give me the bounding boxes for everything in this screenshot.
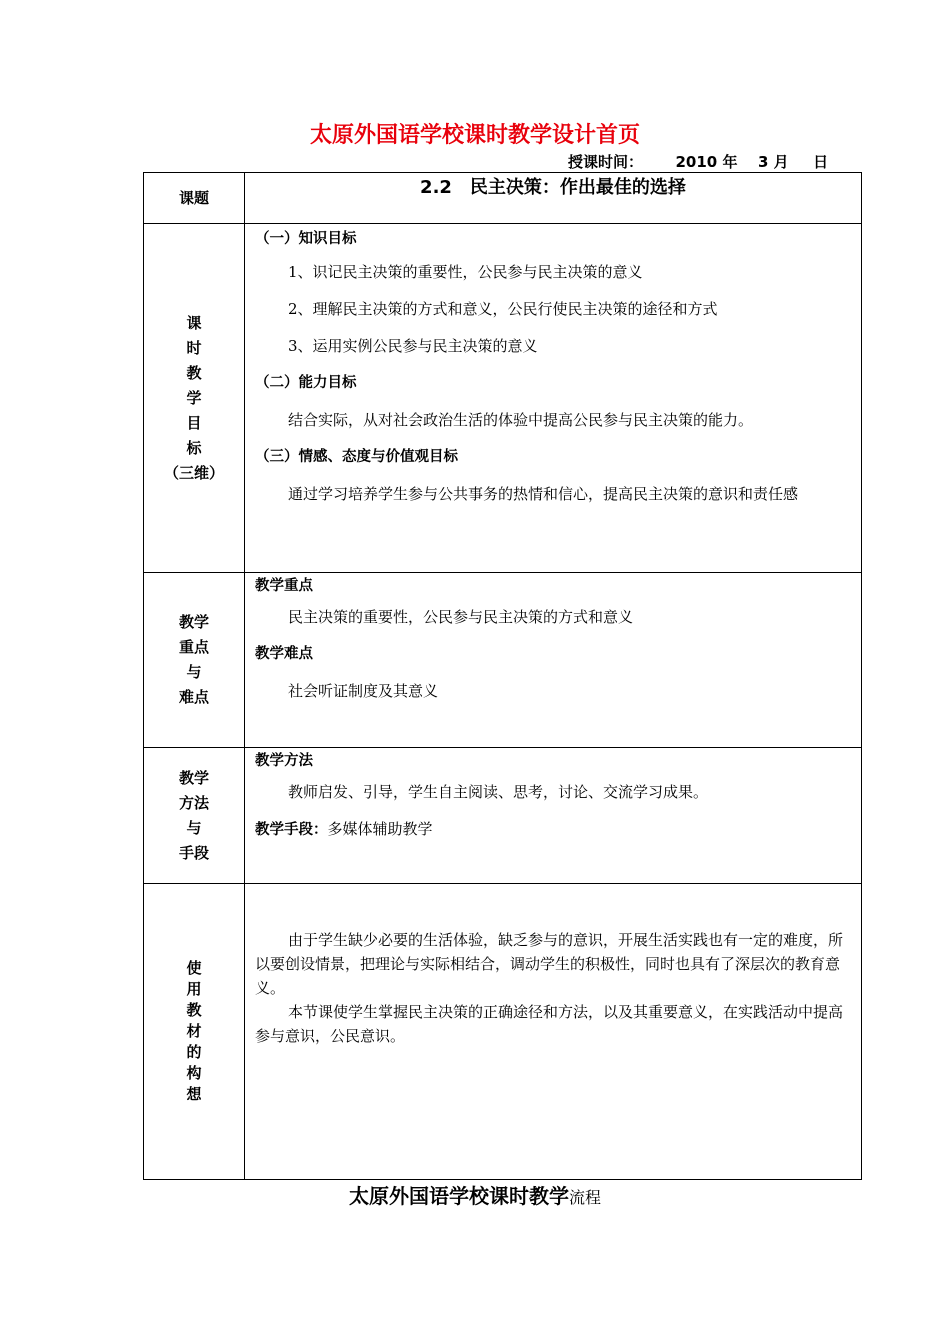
key-title: 教学重点	[255, 578, 313, 594]
methods-cell	[245, 748, 862, 884]
ability-title: （二）能力目标	[255, 375, 357, 391]
label-char: 方法	[178, 793, 209, 812]
knowledge-item: 3、运用实例公民参与民主决策的意义	[288, 337, 538, 355]
concept-paragraph-2: 本节课使学生掌握民主决策的正确途径和方法，以及其重要意义，在实践活动中提高参与意识，公民意识。	[255, 1003, 844, 1045]
topic-cell	[245, 173, 862, 224]
lesson-design-table	[143, 172, 862, 1180]
topic-value: 2.2 民主决策：作出最佳的选择	[420, 177, 686, 198]
label-char: 与	[186, 818, 202, 837]
means-title: 教学手段：	[255, 822, 328, 838]
label-char: 教学	[178, 768, 209, 787]
label-char: 学	[186, 388, 202, 407]
emotion-text: 通过学习培养学生参与公共事务的热情和信心，提高民主决策的意识和责任感	[288, 485, 799, 503]
key-text: 民主决策的重要性，公民参与民主决策的方式和意义	[288, 608, 634, 626]
date-month: 3 月	[757, 153, 789, 171]
label-char: 课	[186, 313, 202, 332]
label-char: 材	[186, 1022, 202, 1040]
means-line	[245, 811, 861, 849]
label-char: 手段	[178, 843, 209, 862]
objectives-cell	[245, 224, 862, 573]
label-char: 用	[186, 980, 202, 998]
concept-paragraph-1: 由于学生缺少必要的生活体验，缺乏参与的意识，开展生活实践也有一定的难度，所以要创设情景，把理论与实际相结合，调动学生的积极性，同时也具有了深层次的教育意义。	[255, 931, 844, 997]
lesson-date	[568, 151, 828, 172]
knowledge-title: （一）知识目标	[255, 231, 357, 247]
label-char: 教	[186, 1001, 202, 1019]
label-char: （三维）	[163, 463, 224, 482]
methods-label	[144, 748, 245, 884]
page-title: 太原外国语学校课时教学设计首页	[309, 123, 640, 148]
knowledge-item: 2、理解民主决策的方式和意义，公民行使民主决策的途径和方式	[288, 300, 718, 318]
key-points-row	[144, 573, 862, 748]
difficult-title: 教学难点	[255, 646, 313, 662]
emotion-title: （三）情感、态度与价值观目标	[255, 449, 458, 465]
footer-title-rest: 流程	[568, 1188, 601, 1207]
ability-text: 结合实际，从对社会政治生活的体验中提高公民参与民主决策的能力。	[288, 411, 754, 429]
difficult-text: 社会听证制度及其意义	[288, 682, 439, 700]
objectives-row	[144, 224, 862, 573]
footer-title	[0, 1180, 950, 1209]
means-text: 多媒体辅助教学	[327, 820, 433, 838]
label-char: 使	[186, 959, 202, 977]
key-points-cell	[245, 573, 862, 748]
topic-row	[144, 173, 862, 224]
topic-label: 课题	[144, 173, 245, 224]
date-day: 日	[813, 153, 829, 171]
footer-title-bold: 太原外国语学校课时教学	[348, 1184, 569, 1208]
label-char: 难点	[178, 688, 209, 706]
concept-label	[144, 884, 245, 1180]
label-char: 教	[186, 363, 202, 382]
objectives-label	[144, 224, 245, 573]
label-char: 与	[186, 663, 202, 681]
method-title: 教学方法	[255, 753, 313, 769]
knowledge-item: 1、识记民主决策的重要性，公民参与民主决策的意义	[288, 263, 643, 281]
label-char: 标	[186, 438, 202, 457]
label-char: 的	[186, 1043, 202, 1061]
label-char: 教学	[178, 613, 209, 631]
date-year: 2010 年	[675, 153, 738, 171]
methods-row	[144, 748, 862, 884]
label-char: 时	[186, 338, 202, 357]
concept-row	[144, 884, 862, 1180]
label-char: 重点	[178, 638, 209, 656]
key-points-label	[144, 573, 245, 748]
date-label: 授课时间：	[568, 153, 644, 171]
label-char: 目	[186, 413, 202, 432]
method-text: 教师启发、引导，学生自主阅读、思考，讨论、交流学习成果。	[288, 783, 709, 801]
label-char: 构	[186, 1064, 202, 1082]
concept-cell	[245, 884, 862, 1180]
label-char: 想	[186, 1085, 202, 1103]
